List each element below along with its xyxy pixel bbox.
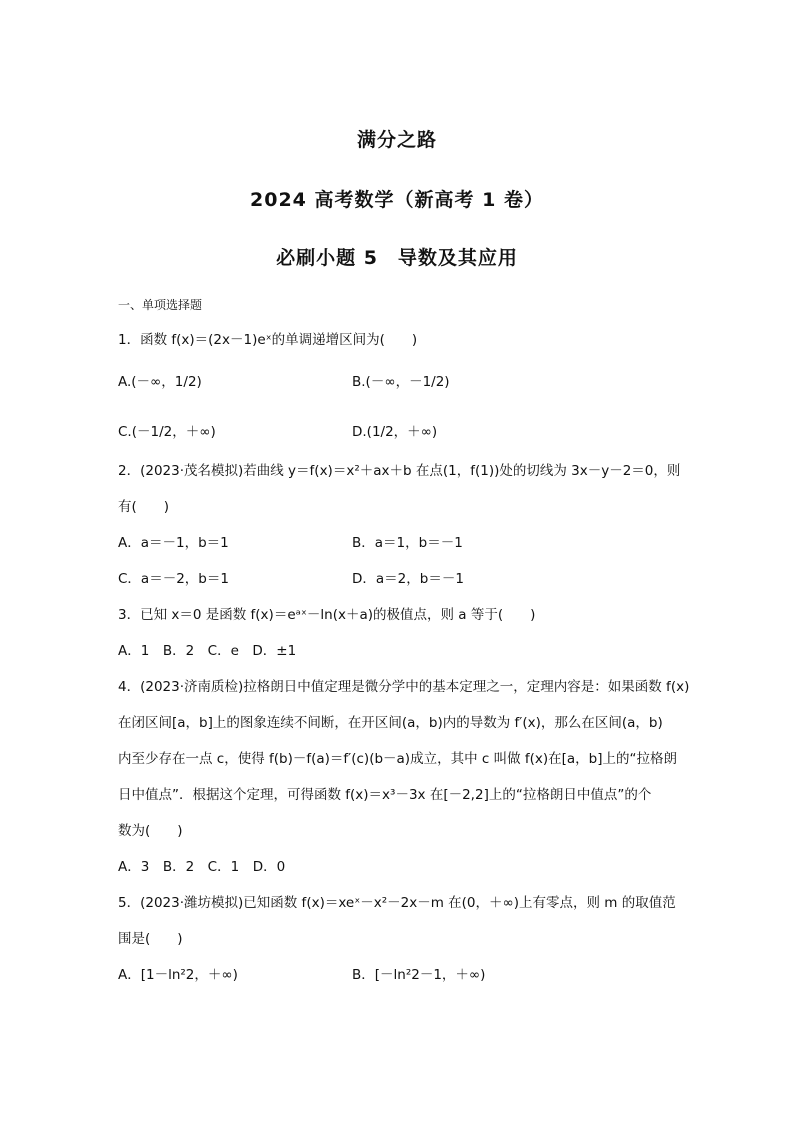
q2-option-c: C．a＝－2，b＝1 [118, 571, 229, 587]
chapter-title: 必刷小题 5 导数及其应用 [276, 247, 518, 269]
q5-option-b: B．[－ln²2－1，＋∞) [352, 967, 486, 983]
q2-option-d: D．a＝2，b＝－1 [352, 571, 464, 587]
q4-stem-line2: 在闭区间[a，b]上的图象连续不间断，在开区间(a，b)内的导数为 f′(x)，那么在区间(a，b) [118, 715, 663, 731]
q1-stem: 1．函数 f(x)＝(2x－1)eˣ的单调递增区间为( ) [118, 332, 418, 348]
brand-title: 满分之路 [356, 129, 437, 151]
q4-stem-line4: 日中值点”．根据这个定理，可得函数 f(x)＝x³－3x 在[－2,2]上的“拉格朗日中值点”的个 [118, 787, 652, 803]
q4-options: A．3 B．2 C．1 D．0 [118, 859, 286, 875]
q1-option-d: D.(1/2，＋∞) [352, 424, 438, 440]
q3-options: A．1 B．2 C．e D．±1 [118, 643, 297, 659]
q5-stem-line2: 围是( ) [118, 931, 183, 947]
q4-stem-line1: 4．(2023·济南质检)拉格朗日中值定理是微分学中的基本定理之一，定理内容是：如果函数 f(x) [118, 679, 690, 695]
q1-option-a: A.(－∞，1/2) [118, 374, 202, 390]
section-heading: 一、单项选择题 [118, 298, 203, 312]
q1-option-c: C.(－1/2，＋∞) [118, 424, 216, 440]
q5-stem-line1: 5．(2023·潍坊模拟)已知函数 f(x)＝xeˣ－x²－2x－m 在(0，＋∞)上有零点，则 m 的取值范 [118, 895, 676, 911]
q5-option-a: A．[1－ln²2，＋∞) [118, 967, 238, 983]
q2-stem-line2: 有( ) [118, 499, 170, 515]
q4-stem-line5: 数为( ) [118, 823, 183, 839]
q1-option-b: B.(－∞，－1/2) [352, 374, 450, 390]
q3-stem: 3．已知 x＝0 是函数 f(x)＝eᵃˣ－ln(x＋a)的极值点，则 a 等于( ) [118, 607, 536, 623]
exam-subtitle: 2024 高考数学（新高考 1 卷） [250, 189, 544, 211]
q2-option-a: A．a＝－1，b＝1 [118, 535, 229, 551]
q4-stem-line3: 内至少存在一点 c，使得 f(b)－f(a)＝f′(c)(b－a)成立，其中 c 叫做 f(x)在[a，b]上的“拉格朗 [118, 751, 678, 767]
q2-stem-line1: 2．(2023·茂名模拟)若曲线 y＝f(x)＝x²＋ax＋b 在点(1，f(1))处的切线为 3x－y－2＝0，则 [118, 463, 681, 479]
q2-option-b: B．a＝1，b＝－1 [352, 535, 463, 551]
